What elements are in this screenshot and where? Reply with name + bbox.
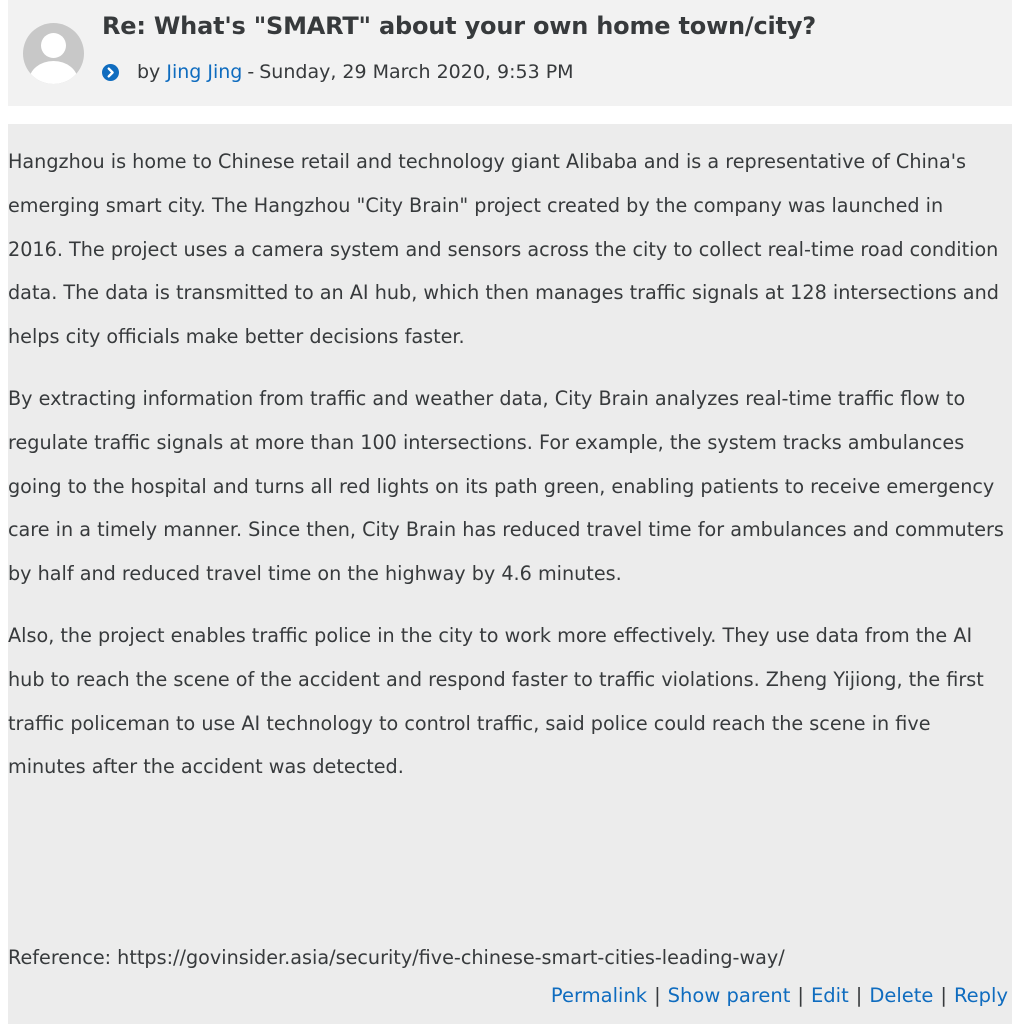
post-paragraph-1: Hangzhou is home to Chinese retail and technology giant Alibaba and is a representative of China's emerging smart city. The Hangzhou "City Brain" project created by the company was launched in 2016. The project uses a camera system and sensors across the city to collect real-time road condition data. The data is transmitted to an AI hub, which then manages traffic signals at 128 intersections and helps city officials make better decisions faster. xyxy=(8,150,999,349)
command-divider: | xyxy=(654,984,661,1007)
permalink-link[interactable]: Permalink xyxy=(550,984,648,1007)
post-subject: Re: What's "SMART" about your own home town/city? xyxy=(102,12,816,40)
post-body xyxy=(8,124,1012,1024)
avatar-head-shape xyxy=(41,33,66,58)
arrow-circle-right-icon xyxy=(102,64,119,81)
show-parent-link[interactable]: Show parent xyxy=(667,984,791,1007)
post-date: Sunday, 29 March 2020, 9:53 PM xyxy=(259,61,574,83)
avatar-shoulders-shape xyxy=(29,61,78,84)
user-avatar-icon[interactable] xyxy=(23,23,84,84)
command-divider: | xyxy=(940,984,947,1007)
reply-link[interactable]: Reply xyxy=(953,984,1008,1007)
command-divider: | xyxy=(855,984,863,1007)
byline-prefix: by xyxy=(137,61,161,83)
post-reference: Reference: https://govinsider.asia/security/five-chinese-smart-cities-leading-way/ xyxy=(8,946,785,969)
post-paragraph-2: By extracting information from traffic and weather data, City Brain analyzes real-time traffic flow to regulate traffic signals at more than 100 intersections. For example, the system tracks ambulances going to the hospital and turns all red lights on its path green, enabling patients to receive emergency care in a timely manner. Since then, City Brain has reduced travel time for ambulances and commuters by half and reduced travel time on the highway by 4.6 minutes. xyxy=(8,386,1004,586)
post-paragraph-3: Also, the project enables traffic police in the city to work more effectively. They use data from the AI hub to reach the scene of the accident and respond faster to traffic violations. Zheng Yijiong, the first traffic policeman to use AI technology to control traffic, said police could reach the scene in five minutes after the accident was detected. xyxy=(8,623,984,779)
post-byline xyxy=(102,61,574,83)
post-content xyxy=(8,140,1004,969)
delete-link[interactable]: Delete xyxy=(869,984,934,1007)
byline-separator: - xyxy=(247,61,255,83)
command-divider: | xyxy=(797,984,804,1007)
edit-link[interactable]: Edit xyxy=(810,984,849,1007)
forum-post xyxy=(8,0,1012,1024)
post-commands xyxy=(551,984,1008,1007)
post-header xyxy=(8,0,1012,106)
author-link[interactable]: Jing Jing xyxy=(166,61,243,83)
